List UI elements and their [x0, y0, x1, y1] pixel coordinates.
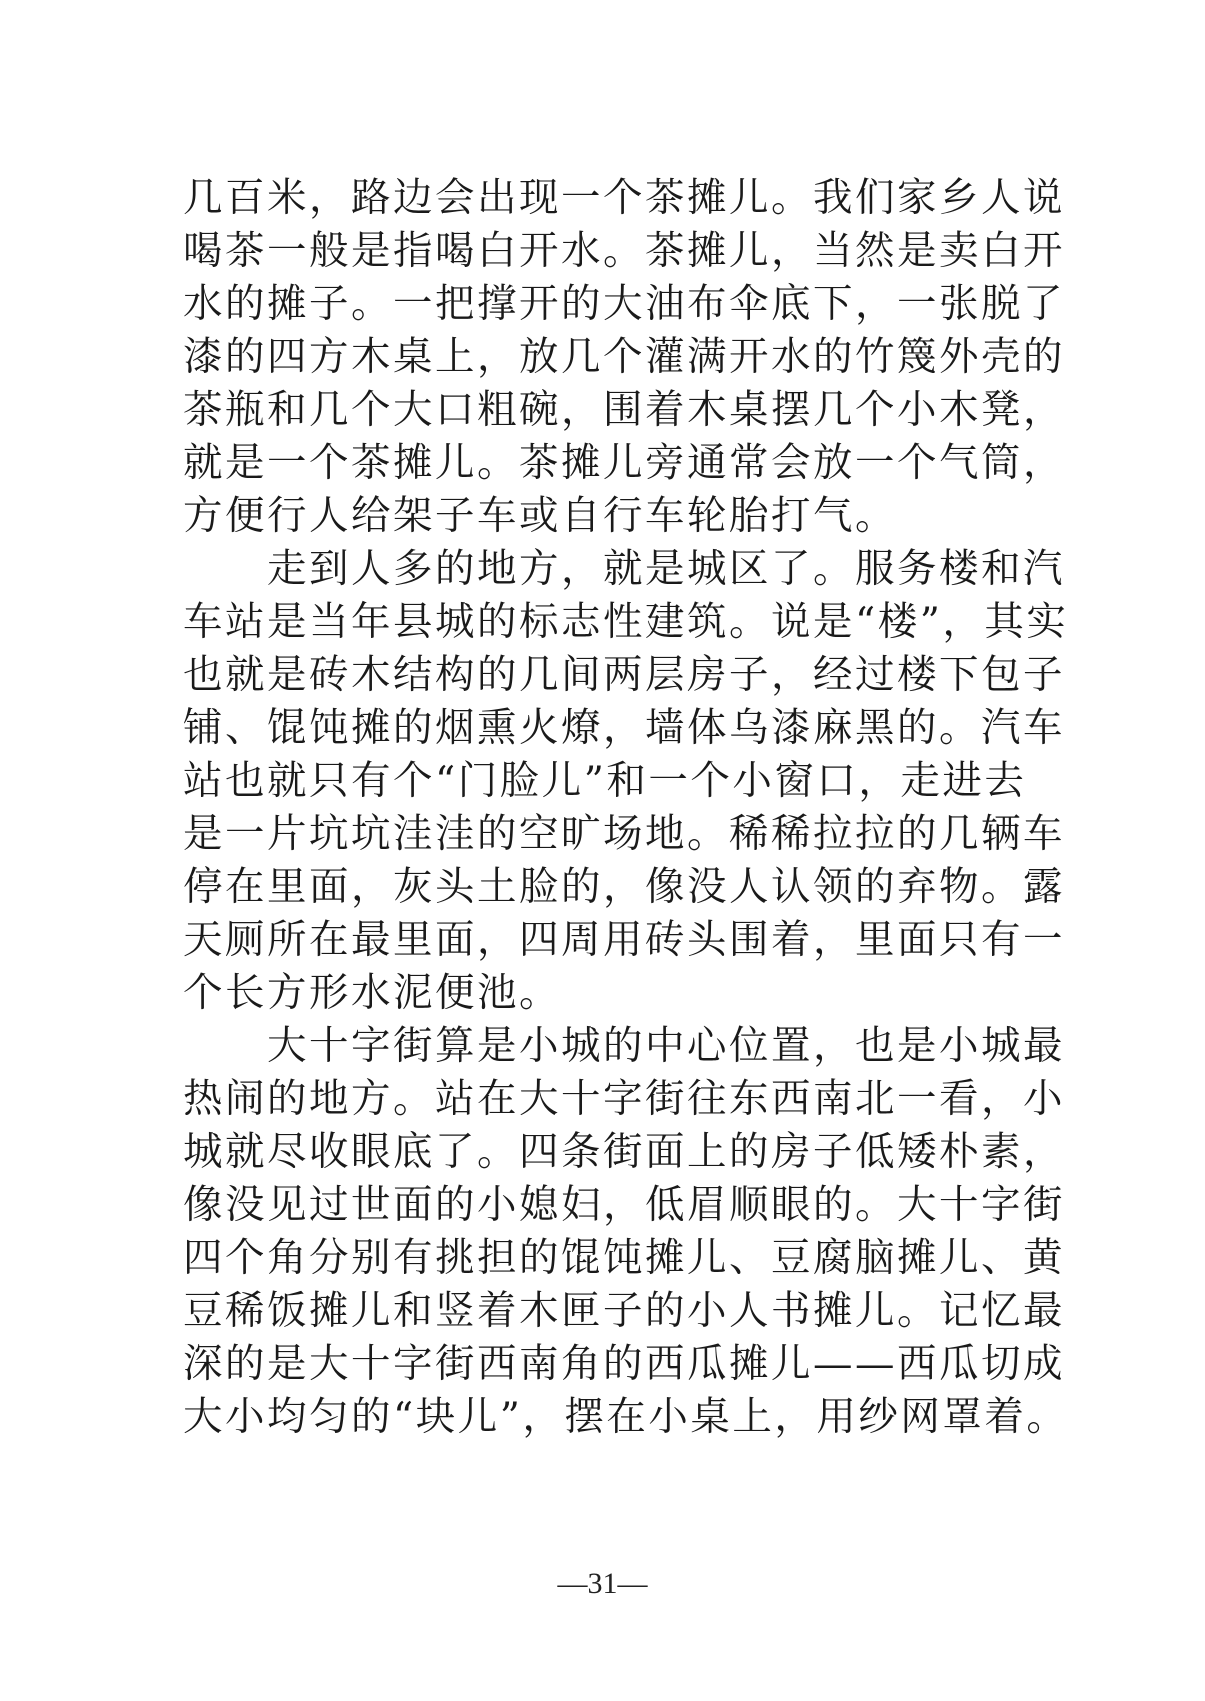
- text-line: 几百米，路边会出现一个茶摊儿。我们家乡人说: [183, 175, 1065, 221]
- text-line: 水的摊子。一把撑开的大油布伞底下，一张脱了: [183, 281, 1065, 327]
- text-line: 个长方形水泥便池。: [183, 970, 561, 1016]
- text-line: 四个角分别有挑担的馄饨摊儿、豆腐脑摊儿、黄: [183, 1235, 1065, 1281]
- text-line: 就是一个茶摊儿。茶摊儿旁通常会放一个气筒，: [183, 440, 1065, 486]
- text-line: 铺、馄饨摊的烟熏火燎，墙体乌漆麻黑的。汽车: [183, 705, 1065, 751]
- paragraph-start-line: 走到人多的地方，就是城区了。服务楼和汽: [267, 546, 1065, 592]
- text-line: 深的是大十字街西南角的西瓜摊儿——西瓜切成: [183, 1341, 1065, 1387]
- text-line: 热闹的地方。站在大十字街往东西南北一看，小: [183, 1076, 1065, 1122]
- text-line: 也就是砖木结构的几间两层房子，经过楼下包子: [183, 652, 1065, 698]
- text-line: 天厕所在最里面，四周用砖头围着，里面只有一: [183, 917, 1065, 963]
- text-line: 站也就只有个“门脸儿”和一个小窗口，走进去: [183, 758, 1027, 804]
- text-line: 像没见过世面的小媳妇，低眉顺眼的。大十字街: [183, 1182, 1065, 1228]
- text-line: 城就尽收眼底了。四条街面上的房子低矮朴素，: [183, 1129, 1065, 1175]
- text-line: 是一片坑坑洼洼的空旷场地。稀稀拉拉的几辆车: [183, 811, 1065, 857]
- text-line: 漆的四方木桌上，放几个灌满开水的竹篾外壳的: [183, 334, 1065, 380]
- text-line: 车站是当年县城的标志性建筑。说是“楼”，其实: [183, 599, 1069, 645]
- text-line: 茶瓶和几个大口粗碗，围着木桌摆几个小木凳，: [183, 387, 1065, 433]
- text-line: 喝茶一般是指喝白开水。茶摊儿，当然是卖白开: [183, 228, 1065, 274]
- body-text: [183, 172, 1069, 1444]
- text-line: 停在里面，灰头土脸的，像没人认领的弃物。露: [183, 864, 1065, 910]
- page-number: —31—: [557, 1567, 648, 1600]
- text-line: 豆稀饭摊儿和竖着木匣子的小人书摊儿。记忆最: [183, 1288, 1065, 1334]
- paragraph-start-line: 大十字街算是小城的中心位置，也是小城最: [267, 1023, 1065, 1069]
- text-line: 大小均匀的“块儿”，摆在小桌上，用纱网罩着。: [183, 1394, 1069, 1440]
- text-line: 方便行人给架子车或自行车轮胎打气。: [183, 493, 897, 539]
